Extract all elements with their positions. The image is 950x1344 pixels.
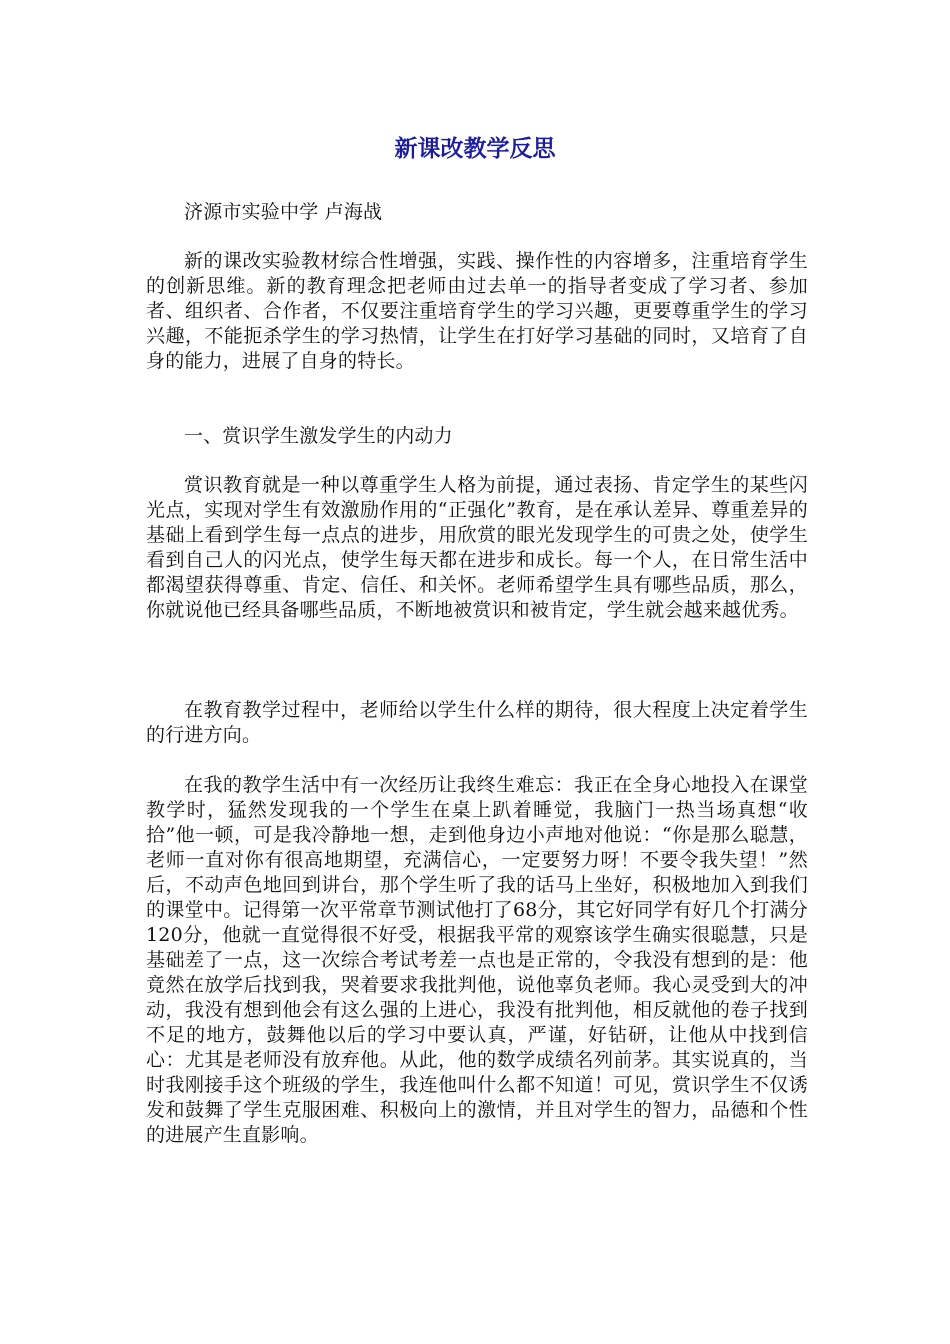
section-heading: 一、赏识学生激发学生的内动力 xyxy=(184,425,453,447)
paragraph-teaching-story: 在我的教学生活中有一次经历让我终生难忘：我正在全身心地投入在课堂教学时，猛然发现我的一个学生在桌上趴着睡觉，我脑门一热当场真想“收拾”他一顿，可是我冷静地一想，走到他身边小声地对他说：“你是那么聪慧，老师一直对你有很高地期望，充满信心，一定要努力呀！不要令我失望！”然后，不动声色地回到讲台，那个学生听了我的话马上坐好，积极地加入到我们的课堂中。记得第一次平常章节测试他打了68分，其它好同学有好几个打满分120分，他就一直觉得很不好受，根据我平常的观察该学生确实很聪慧，只是基础差了一点，这一次综合考试考差一点也是正常的，令我没有想到的是：他竟然在放学后找到我，哭着要求我批判他，说他辜负老师。我心灵受到大的冲动，我没有想到他会有这么强的上进心，我没有批判他，相反就他的卷子找到不足的地方，鼓舞他以后的学习中要认真，严谨，好钻研，让他从中找到信心：尤其是老师没有放弃他。从此，他的数学成绩名列前茅。其实说真的，当时我刚接手这个班级的学生，我连他叫什么都不知道！可见，赏识学生不仅诱发和鼓舞了学生克服困难、积极向上的激情，并且对学生的智力，品德和个性的进展产生直影响。 xyxy=(146,774,808,1146)
paragraph-appreciation-education: 赏识教育就是一种以尊重学生人格为前提，通过表扬、肯定学生的某些闪光点，实现对学生有效激励作用的“正强化”教育，是在承认差异、尊重差异的基础上看到学生每一点点的进步，用欣赏的眼光发现学生的可贵之处，使学生看到自己人的闪光点，使学生每天都在进步和成长。每一个人，在日常生活中都渴望获得尊重、肯定、信任、和关怀。老师希望学生具有哪些品质，那么，你就说他已经具备哪些品质，不断地被赏识和被肯定，学生就会越来越优秀。 xyxy=(146,474,808,621)
document-title: 新课改教学反思 xyxy=(394,136,556,162)
paragraph-intro: 新的课改实验教材综合性增强，实践、操作性的内容增多，注重培育学生的创新思维。新的教育理念把老师由过去单一的指导者变成了学习者、参加者、组织者、合作者，不仅要注重培育学生的学习兴趣，更要尊重学生的学习兴趣，不能扼杀学生的学习热情，让学生在打好学习基础的同时，又培育了自身的能力，进展了自身的特长。 xyxy=(146,250,808,372)
author-line: 济源市实验中学 卢海战 xyxy=(184,201,383,223)
paragraph-teacher-expectation: 在教育教学过程中，老师给以学生什么样的期待，很大程度上决定着学生的行进方向。 xyxy=(146,699,808,746)
